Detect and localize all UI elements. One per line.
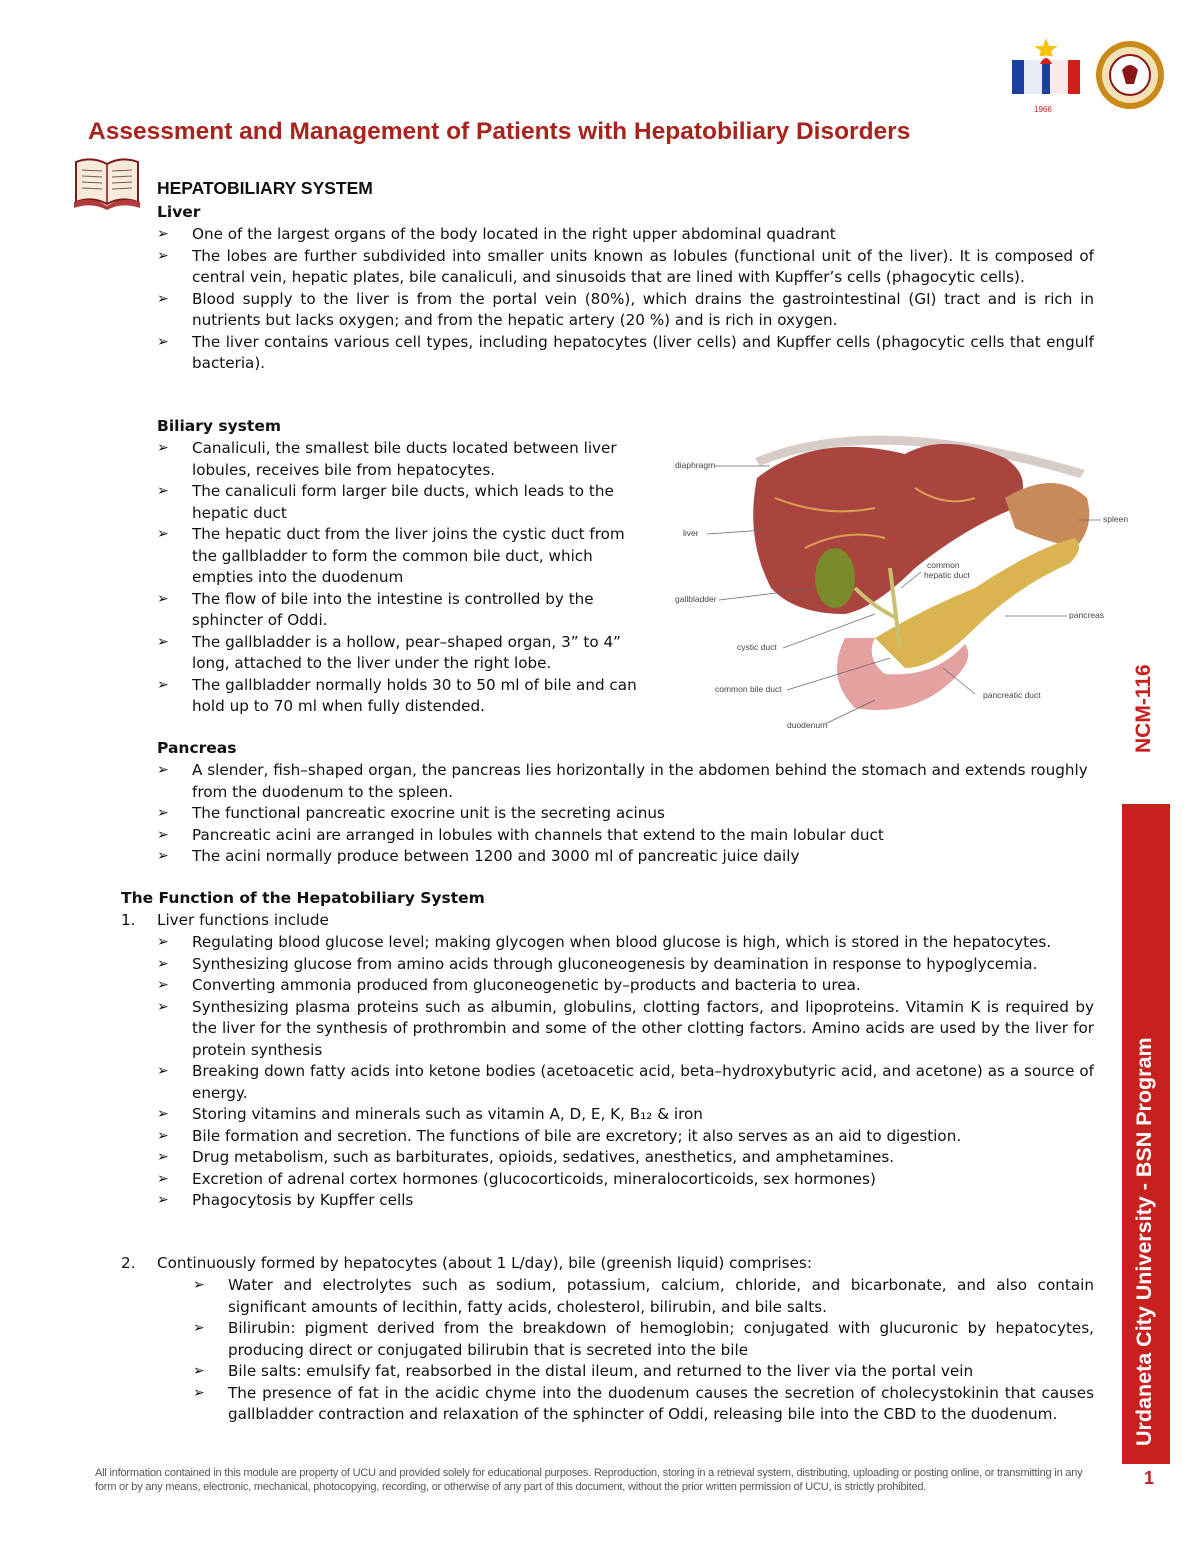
program-name: Urdaneta City University - BSN Program (1132, 1037, 1156, 1446)
bile-components-list (193, 1275, 1094, 1426)
liver-list (157, 224, 1094, 375)
svg-text:1966: 1966 (1034, 105, 1052, 114)
numbered-item-1 (121, 910, 329, 932)
list-item: ➢ The lobes are further subdivided into smaller units known as lobules (functional unit of the liver). It is composed of central vein, hepatic plates, bile canaliculi, and sinusoids that are lined with Kupffer’s cells (phagocytic cells). (157, 246, 1094, 289)
section-heading: HEPATOBILIARY SYSTEM (157, 178, 373, 198)
list-item: ➢ The flow of bile into the intestine is controlled by the sphincter of Oddi. (157, 589, 652, 632)
list-item: ➢ Drug metabolism, such as barbiturates, opioids, sedatives, anesthetics, and amphetamines. (157, 1147, 1094, 1169)
item-number: 2. (121, 1254, 136, 1272)
list-item: ➢ Storing vitamins and minerals such as vitamin A, D, E, K, B₁₂ & iron (157, 1104, 1094, 1126)
biliary-heading: Biliary system (157, 417, 281, 435)
list-item: ➢ Converting ammonia produced from gluconeogenetic by–products and bacteria to urea. (157, 975, 1094, 997)
item-number: 1. (121, 911, 136, 929)
label-spleen: spleen (1103, 514, 1129, 524)
label-common-hepatic-duct-2: hepatic duct (924, 570, 970, 580)
list-item: ➢ One of the largest organs of the body located in the right upper abdominal quadrant (157, 224, 1094, 246)
list-item: ➢ Pancreatic acini are arranged in lobules with channels that extend to the main lobular duct (157, 825, 1094, 847)
list-item: ➢ The functional pancreatic exocrine unit is the secreting acinus (157, 803, 1094, 825)
copyright-footer: All information contained in this module are property of UCU and provided solely for educational purposes. Reproduction, storing in a retrieval system, distributing, uploading or posting online, or transmitting in any form or by any means, electronic, mechanical, photocopying, recording, or otherwise of any part of this document, without the prior written permission of UCU, is strictly prohibited. (95, 1467, 1083, 1493)
course-code-vertical (1132, 645, 1162, 755)
university-logos (1010, 30, 1170, 130)
page-title: Assessment and Management of Patients with Hepatobiliary Disorders (88, 118, 911, 145)
label-diaphragm: diaphragm (675, 460, 716, 470)
list-item: ➢ The canaliculi form larger bile ducts, which leads to the hepatic duct (157, 481, 652, 524)
spleen-shape (1005, 483, 1089, 548)
label-gallbladder: gallbladder (675, 594, 717, 604)
item-label: Continuously formed by hepatocytes (about 1 L/day), bile (greenish liquid) comprises: (157, 1254, 812, 1272)
label-pancreas: pancreas (1069, 610, 1104, 620)
list-item: ➢ Regulating blood glucose level; making glycogen when blood glucose is high, which is stored in the hepatocytes. (157, 932, 1094, 954)
list-item: ➢ The gallbladder is a hollow, pear–shaped organ, 3” to 4” long, attached to the liver under the right lobe. (157, 632, 652, 675)
label-liver: liver (683, 528, 699, 538)
ph-flag-logo (1012, 38, 1080, 114)
ucu-seal-logo (1096, 41, 1164, 109)
function-heading: The Function of the Hepatobiliary System (121, 889, 485, 907)
list-item: ➢ The hepatic duct from the liver joins the cystic duct from the gallbladder to form the common bile duct, which empties into the duodenum (157, 524, 652, 589)
list-item: ➢ A slender, fish–shaped organ, the pancreas lies horizontally in the abdomen behind the stomach and extends roughly from the duodenum to the spleen. (157, 760, 1094, 803)
list-item: ➢ Bile salts: emulsify fat, reabsorbed in the distal ileum, and returned to the liver via the portal vein (193, 1361, 1094, 1383)
label-duodenum: duodenum (787, 720, 828, 730)
numbered-item-2 (121, 1253, 812, 1275)
list-item: ➢ Excretion of adrenal cortex hormones (glucocorticoids, mineralocorticoids, sex hormones) (157, 1169, 1094, 1191)
list-item: ➢ Canaliculi, the smallest bile ducts located between liver lobules, receives bile from hepatocytes. (157, 438, 652, 481)
label-cystic-duct: cystic duct (737, 642, 777, 652)
list-item: ➢ Synthesizing plasma proteins such as albumin, globulins, clotting factors, and lipoproteins. Vitamin K is required by the liver for the synthesis of prothrombin and some of the other clotting factors. Amino acids are used by the liver for protein synthesis (157, 997, 1094, 1062)
list-item: ➢ The liver contains various cell types, including hepatocytes (liver cells) and Kupffer cells (phagocytic cells that engulf bacteria). (157, 332, 1094, 375)
course-code: NCM-116 (1132, 664, 1155, 753)
gallbladder-shape (815, 548, 855, 608)
list-item: ➢ Blood supply to the liver is from the portal vein (80%), which drains the gastrointestinal (GI) tract and is rich in nutrients but lacks oxygen; and from the hepatic artery (20 %) and is rich in oxygen. (157, 289, 1094, 332)
list-item: ➢ Phagocytosis by Kupffer cells (157, 1190, 1094, 1212)
biliary-list (157, 438, 652, 718)
list-item: ➢ Bile formation and secretion. The functions of bile are excretory; it also serves as an aid to digestion. (157, 1126, 1094, 1148)
list-item: ➢ Water and electrolytes such as sodium, potassium, calcium, chloride, and bicarbonate, and also contain significant amounts of lecithin, fatty acids, cholesterol, bilirubin, and bile salts. (193, 1275, 1094, 1318)
list-item: ➢ Synthesizing glucose from amino acids through gluconeogenesis by deamination in response to hypoglycemia. (157, 954, 1094, 976)
list-item: ➢ Breaking down fatty acids into ketone bodies (acetoacetic acid, beta–hydroxybutyric acid, and acetone) as a source of energy. (157, 1061, 1094, 1104)
list-item: ➢ Bilirubin: pigment derived from the breakdown of hemoglobin; conjugated with glucuronic by hepatocytes, producing direct or conjugated bilirubin that is secreted into the bile (193, 1318, 1094, 1361)
liver-functions-list (157, 932, 1094, 1212)
hepatobiliary-anatomy-figure (675, 418, 1145, 736)
item-label: Liver functions include (157, 911, 329, 929)
list-item: ➢ The gallbladder normally holds 30 to 50 ml of bile and can hold up to 70 ml when fully distended. (157, 675, 652, 718)
program-vertical (1128, 812, 1164, 1452)
open-book-icon (72, 156, 142, 210)
pancreas-heading: Pancreas (157, 739, 237, 757)
label-common-bile-duct: common bile duct (715, 684, 782, 694)
list-item: ➢ The presence of fat in the acidic chyme into the duodenum causes the secretion of cholecystokinin that causes gallbladder contraction and relaxation of the sphincter of Oddi, releasing bile into the CBD to the duodenum. (193, 1383, 1094, 1426)
list-item: ➢ The acini normally produce between 1200 and 3000 ml of pancreatic juice daily (157, 846, 1094, 868)
label-common-hepatic-duct: common (927, 560, 960, 570)
pancreas-list (157, 760, 1094, 868)
label-pancreatic-duct: pancreatic duct (983, 690, 1041, 700)
page-number: 1 (1144, 1468, 1155, 1488)
liver-heading: Liver (157, 203, 201, 221)
